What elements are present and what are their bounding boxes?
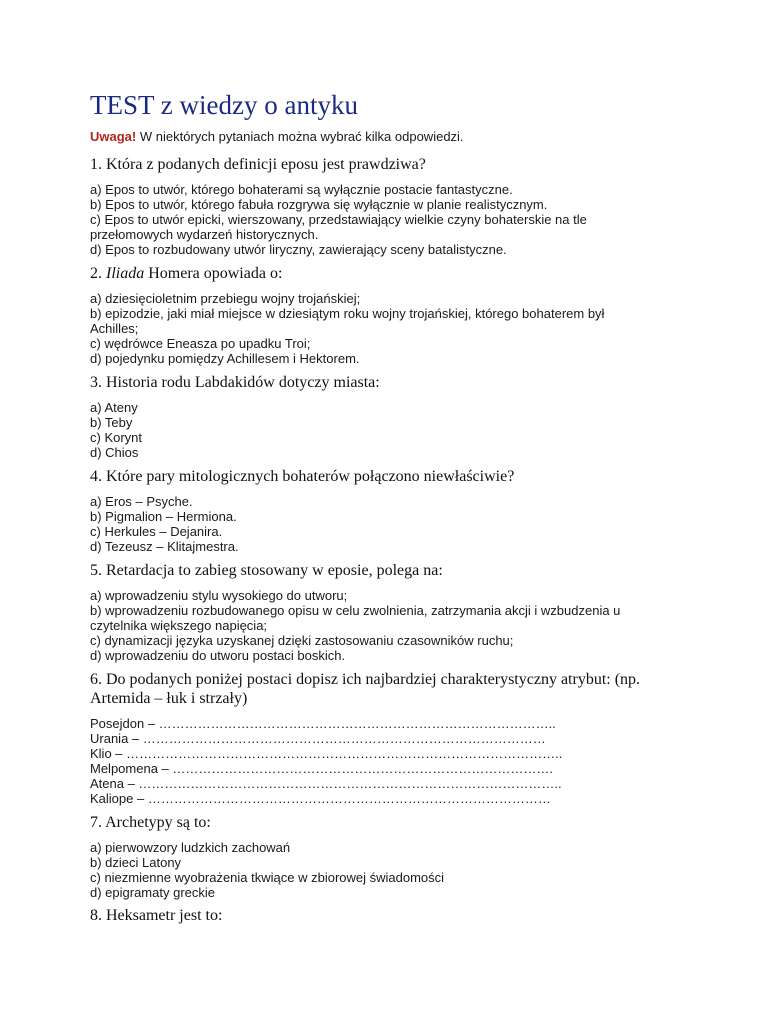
answer-list: [90, 182, 690, 257]
note-text: W niektórych pytaniach można wybrać kilka odpowiedzi.: [136, 129, 464, 144]
question-prompt: Heksametr jest to:: [106, 907, 223, 924]
question-8: [90, 906, 690, 933]
question-number: 1.: [90, 156, 102, 173]
answer-line: c) Epos to utwór epicki, wierszowany, przedstawiający wielkie czyny bohaterskie na tle: [90, 212, 587, 227]
answer-line: b) Epos to utwór, którego fabuła rozgrywa się wyłącznie w planie realistycznym.: [90, 197, 548, 212]
answer-list: [90, 291, 690, 366]
answer-list: [90, 840, 690, 900]
answer-line: Melpomena – …………………………………………………………………………….: [90, 761, 553, 776]
answer-line: Posejdon – ………………………………………………………………………………..: [90, 716, 556, 731]
answer-line: a) pierwowzory ludzkich zachowań: [90, 840, 291, 855]
question-5: [90, 561, 690, 663]
answer-line: c) niezmienne wyobrażenia tkwiące w zbiorowej świadomości: [90, 870, 445, 885]
answer-line: d) epigramaty greckie: [90, 885, 215, 900]
answer-line: b) wprowadzeniu rozbudowanego opisu w celu zwolnienia, zatrzymania akcji i wzbudzenia u: [90, 603, 621, 618]
answer-line: c) wędrówce Eneasza po upadku Troi;: [90, 336, 311, 351]
instruction-note: [90, 129, 464, 145]
answer-line: d) Chios: [90, 445, 139, 460]
answer-line: a) Ateny: [90, 400, 138, 415]
question-2: [90, 264, 690, 366]
answer-line: a) dziesięcioletnim przebiegu wojny trojańskiej;: [90, 291, 361, 306]
answer-line: a) Eros – Psyche.: [90, 494, 193, 509]
question-text: [90, 155, 690, 174]
question-text: [90, 813, 690, 832]
question-3: [90, 373, 690, 460]
question-number: 7.: [90, 814, 102, 831]
question-number: 4.: [90, 468, 102, 485]
question-4: [90, 467, 690, 554]
answer-line: b) dzieci Latony: [90, 855, 182, 870]
answer-line: d) Tezeusz – Klitajmestra.: [90, 539, 239, 554]
answer-line: Urania – …………………………………………………………………………………: [90, 731, 546, 746]
answer-line: d) wprowadzeniu do utworu postaci boskich.: [90, 648, 346, 663]
answer-line: a) wprowadzeniu stylu wysokiego do utworu;: [90, 588, 348, 603]
question-number: 2.: [90, 265, 102, 282]
answer-line: Kaliope – …………………………………………………………………………………: [90, 791, 551, 806]
question-7: [90, 813, 690, 900]
answer-line: b) Pigmalion – Hermiona.: [90, 509, 237, 524]
answer-line: a) Epos to utwór, którego bohaterami są wyłącznie postacie fantastyczne.: [90, 182, 513, 197]
question-text: [90, 670, 670, 708]
note-label: Uwaga!: [90, 129, 137, 144]
answer-line: c) dynamizacji języka uzyskanej dzięki zastosowaniu czasowników ruchu;: [90, 633, 514, 648]
question-text: [90, 906, 690, 925]
question-prompt: Archetypy są to:: [105, 814, 211, 831]
answer-line: d) Epos to rozbudowany utwór liryczny, zawierający sceny batalistyczne.: [90, 242, 507, 257]
answer-line: d) pojedynku pomiędzy Achillesem i Hektorem.: [90, 351, 360, 366]
answer-list: [90, 494, 690, 554]
answer-line: b) Teby: [90, 415, 133, 430]
question-1: [90, 155, 690, 257]
question-text: [90, 467, 690, 486]
question-prompt: Która z podanych definicji eposu jest prawdziwa?: [106, 156, 426, 173]
answer-line: przełomowych wydarzeń historycznych.: [90, 227, 319, 242]
answer-line: czytelnika większego napięcia;: [90, 618, 268, 633]
question-number: 6.: [90, 671, 102, 688]
question-6: [90, 670, 670, 806]
question-prompt: Do podanych poniżej postaci dopisz ich najbardziej charakterystyczny atrybut: (np. Artemida – łuk i strzały): [90, 671, 641, 707]
answer-line: Achilles;: [90, 321, 139, 336]
answer-line: Klio – ………………………………………………………………………………………..: [90, 746, 563, 761]
question-text: [90, 373, 690, 392]
question-prompt: Historia rodu Labdakidów dotyczy miasta:: [106, 374, 380, 391]
answer-line: Atena – ……………………………………………………………………………………..: [90, 776, 562, 791]
question-number: 3.: [90, 374, 102, 391]
question-number: 8.: [90, 907, 102, 924]
work-title: Iliada: [106, 265, 145, 282]
question-prompt: Które pary mitologicznych bohaterów połączono niewłaściwie?: [106, 468, 515, 485]
question-text: [90, 264, 690, 283]
answer-list: [90, 588, 690, 663]
question-number: 5.: [90, 562, 102, 579]
answer-list: [90, 400, 690, 460]
question-prompt: Homera opowiada o:: [144, 265, 283, 282]
question-text: [90, 561, 690, 580]
answer-line: c) Korynt: [90, 430, 143, 445]
page-title: TEST z wiedzy o antyku: [90, 90, 358, 120]
answer-line: b) epizodzie, jaki miał miejsce w dziesiątym roku wojny trojańskiej, którego bohaterem był: [90, 306, 605, 321]
answer-list: [90, 716, 670, 806]
answer-line: c) Herkules – Dejanira.: [90, 524, 223, 539]
question-prompt: Retardacja to zabieg stosowany w eposie, polega na:: [106, 562, 443, 579]
